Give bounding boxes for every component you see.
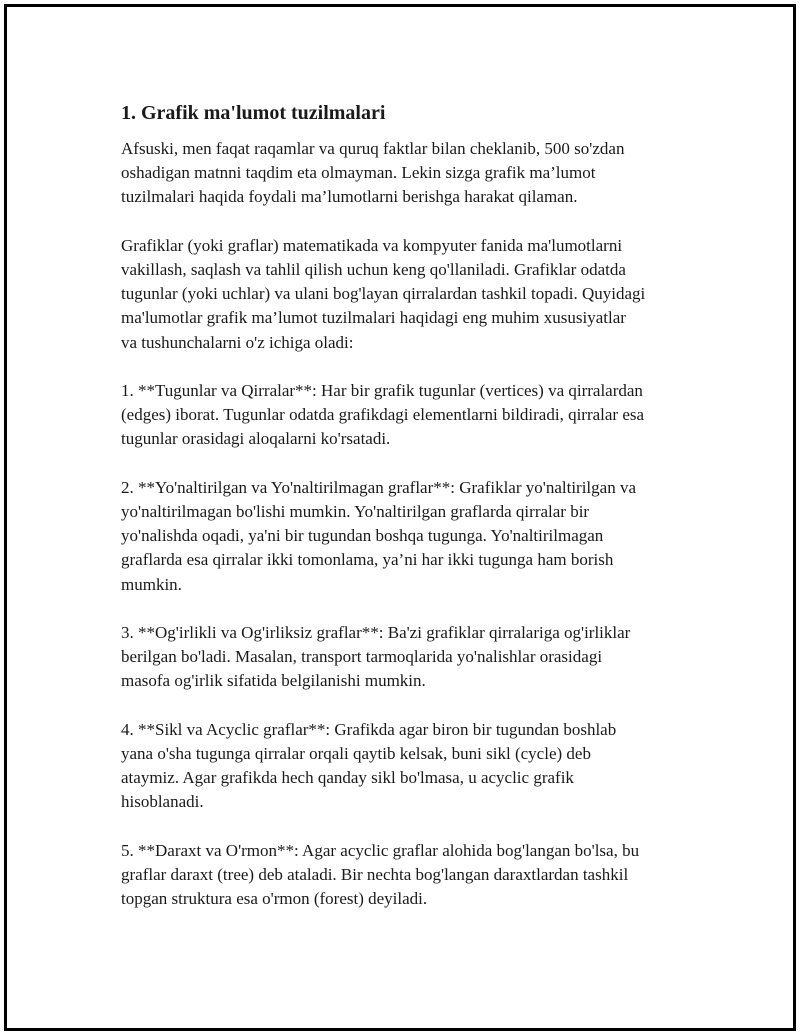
list-item-tree-forest: 5. **Daraxt va O'rmon**: Agar acyclic graflar alohida bog'langan bo'lsa, bu graflar daraxt (tree) deb ataladi. Bir nechta bog'langan daraxtlardan tashkil topgan struktura esa o'rmon (forest) deyiladi.	[121, 840, 640, 909]
document-title: 1. Grafik ma'lumot tuzilmalari	[121, 102, 386, 124]
document-page	[4, 4, 796, 1031]
list-item-cyclic-acyclic: 4. **Sikl va Acyclic graflar**: Grafikda agar biron bir tugundan boshlab yana o'sha tugunga qirralar orqali qaytib kelsak, buni sikl (cycle) deb ataymiz. Agar grafikda hech qanday sikl bo'lmasa, u acyclic grafik hisoblanadi.	[121, 719, 617, 812]
list-item-directed-undirected: 2. **Yo'naltirilgan va Yo'naltirilmagan graflar**: Grafiklar yo'naltirilgan va yo'naltirilmagan bo'lishi mumkin. Yo'naltirilgan graflarda qirralar bir yo'nalishda oqadi, ya'ni bir tugundan boshqa tugunga. Yo'naltirilmagan graflarda esa qirralar ikki tomonlama, ya’ni har ikki tugunga ham borish mumkin.	[121, 477, 636, 594]
intro-paragraph: Afsuski, men faqat raqamlar va quruq faktlar bilan cheklanib, 500 so'zdan oshadigan matnni taqdim eta olmayman. Lekin sizga grafik ma’lumot tuzilmalari haqida foydali ma’lumotlarni berishga harakat qilaman.	[121, 139, 625, 207]
document-body	[121, 101, 711, 936]
graphs-overview-paragraph: Grafiklar (yoki graflar) matematikada va kompyuter fanida ma'lumotlarni vakillash, saqlash va tahlil qilish uchun keng qo'llaniladi. Grafiklar odatda tugunlar (yoki uchlar) va ulani bog'layan qirralardan tashkil topadi. Quyidagi ma'lumotlar grafik ma’lumot tuzilmalari haqidagi eng muhim xususiyatlar va tushunchalarni o'z ichiga oladi:	[121, 235, 646, 352]
list-item-weighted-unweighted: 3. **Og'irlikli va Og'irliksiz graflar**: Ba'zi grafiklar qirralariga og'irliklar berilgan bo'ladi. Masalan, transport tarmoqlarida yo'nalishlar orasidagi masofa og'irlik sifatida belgilanishi mumkin.	[121, 623, 631, 691]
list-item-vertices-edges: 1. **Tugunlar va Qirralar**: Har bir grafik tugunlar (vertices) va qirralardan (edges) iborat. Tugunlar odatda grafikdagi elementlarni bildiradi, qirralar esa tugunlar orasidagi aloqalarni ko'rsatadi.	[121, 381, 645, 449]
